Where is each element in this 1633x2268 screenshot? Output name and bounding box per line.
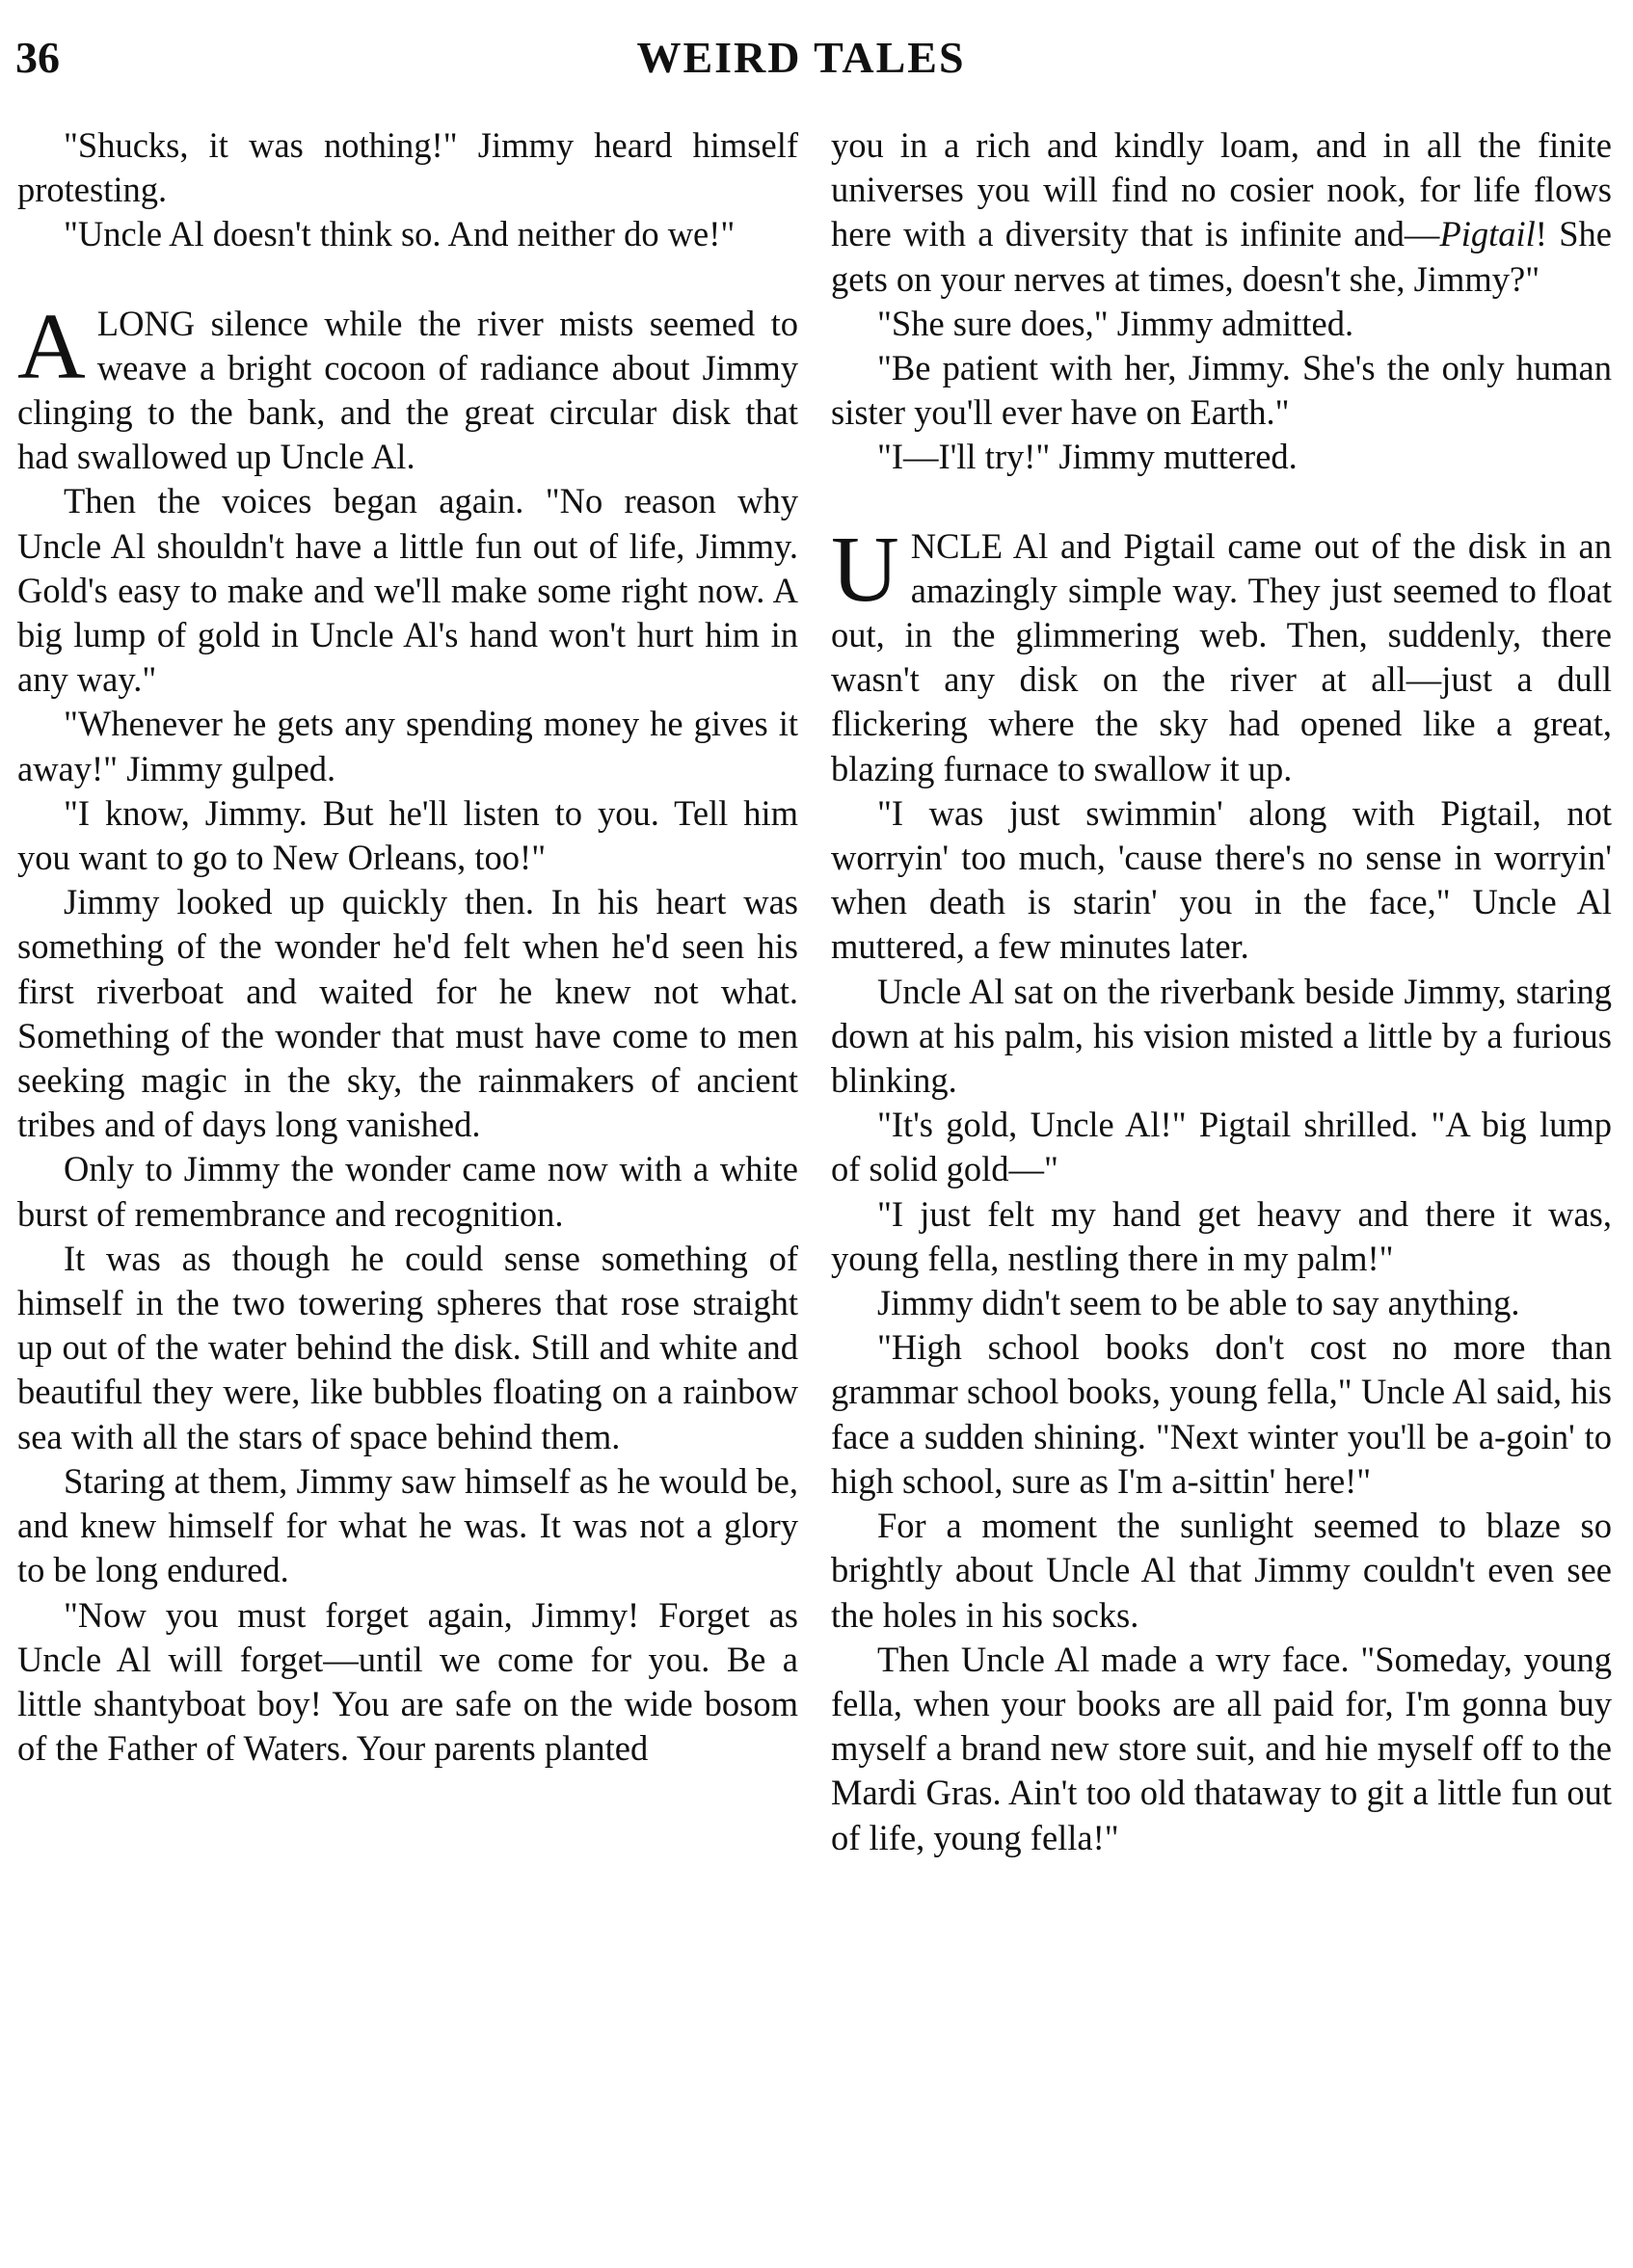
section-gap [17, 257, 798, 302]
paragraph-text: ! She gets on your nerves at times, doesn't she, Jimmy?" [831, 214, 1613, 299]
page-number: 36 [15, 33, 60, 82]
paragraph: Staring at them, Jimmy saw himself as he would be, and knew himself for what he was. It was not a glory to be long endured. [17, 1460, 798, 1590]
paragraph: "I know, Jimmy. But he'll listen to you. Tell him you want to go to New Orleans, too!" [17, 792, 798, 878]
paragraph-text: NCLE Al and Pigtail came out of the disk in an amazingly simple way. They just seemed to float out, in the glimmering web. Then, suddenly, there wasn't any disk on the river at all—just a dull flickering where the sky had opened like a great, blazing furnace to swallow it up. [831, 525, 1612, 788]
paragraph: Then Uncle Al made a wry face. "Someday, young fella, when your books are all paid for, I'm gonna buy myself a brand new store suit, and hie myself off to the Mardi Gras. Ain't too old thataway to git a little fun out of life, young fella!" [831, 1639, 1612, 1857]
magazine-title: WEIRD TALES [636, 33, 966, 82]
dropcap-paragraph [17, 294, 798, 480]
paragraph: "I just felt my hand get heavy and there it was, young fella, nestling there in my palm!" [831, 1193, 1612, 1278]
paragraph-continued [831, 123, 1612, 302]
paragraph: Jimmy didn't seem to be able to say anything. [877, 1283, 1520, 1323]
paragraph: "It's gold, Uncle Al!" Pigtail shrilled. "A big lump of solid gold—" [831, 1105, 1612, 1189]
dropcap-paragraph [831, 517, 1612, 791]
right-column [831, 123, 1612, 1860]
paragraph: "Shucks, it was nothing!" Jimmy heard himself protesting. [17, 125, 798, 210]
paragraph: "High school books don't cost no more than grammar school books, young fella," Uncle Al said, his face a sudden shining. "Next winter you'll be a-goin' to high school, sure as I'm a-sittin' here!" [831, 1327, 1612, 1501]
paragraph: Then the voices began again. "No reason why Uncle Al shouldn't have a little fun out of life, Jimmy. Gold's easy to make and we'll make some right now. A big lump of gold in Uncle Al's hand won't hurt him in any way." [17, 481, 798, 700]
paragraph: "She sure does," Jimmy admitted. [877, 303, 1354, 343]
paragraph: "I was just swimmin' along with Pigtail, not worryin' too much, 'cause there's no sense in worryin' when death is starin' you in the face," Uncle Al muttered, a few minutes later. [831, 792, 1612, 967]
paragraph: "Whenever he gets any spending money he gives it away!" Jimmy gulped. [17, 704, 798, 788]
page-header [15, 29, 1587, 87]
paragraph: "Now you must forget again, Jimmy! Forget as Uncle Al will forget—until we come for you. Be a little shantyboat boy! You are safe on the wide bosom of the Father of Waters. Your parents planted [17, 1594, 798, 1769]
paragraph: "Be patient with her, Jimmy. She's the only human sister you'll ever have on Earth." [831, 348, 1612, 433]
paragraph: For a moment the sunlight seemed to blaze so brightly about Uncle Al that Jimmy couldn't even see the holes in his socks. [831, 1506, 1612, 1635]
paragraph-text: you in a rich and kindly loam, and in all the finite universes you will find no cosier nook, for life flows here with a diversity that is infinite and— [831, 125, 1612, 254]
italic-word: Pigtail [1439, 214, 1536, 254]
left-column [17, 123, 798, 1771]
paragraph: "I—I'll try!" Jimmy muttered. [877, 437, 1298, 477]
paragraph: Jimmy looked up quickly then. In his heart was something of the wonder he'd felt when he'd seen his first riverboat and waited for he knew not what. Something of the wonder that must have come to men seeking magic in the sky, the rainmakers of ancient tribes and of days long vanished. [17, 882, 798, 1145]
drop-cap: U [831, 517, 899, 622]
paragraph: Uncle Al sat on the riverbank beside Jimmy, staring down at his palm, his vision misted a little by a furious blinking. [831, 971, 1612, 1101]
drop-cap: A [17, 294, 86, 399]
paragraph: "Uncle Al doesn't think so. And neither do we!" [64, 214, 736, 254]
paragraph: It was as though he could sense something of himself in the two towering spheres that rose straight up out of the water behind the disk. Still and white and beautiful they were, like bubbles floating on a rainbow sea with all the stars of space behind them. [17, 1238, 798, 1456]
section-gap [831, 480, 1612, 524]
paragraph-text: LONG silence while the river mists seemed to weave a bright cocoon of radiance about Jimmy clinging to the bank, and the great circular disk that had swallowed up Uncle Al. [17, 303, 798, 477]
paragraph: Only to Jimmy the wonder came now with a white burst of remembrance and recognition. [17, 1149, 798, 1234]
